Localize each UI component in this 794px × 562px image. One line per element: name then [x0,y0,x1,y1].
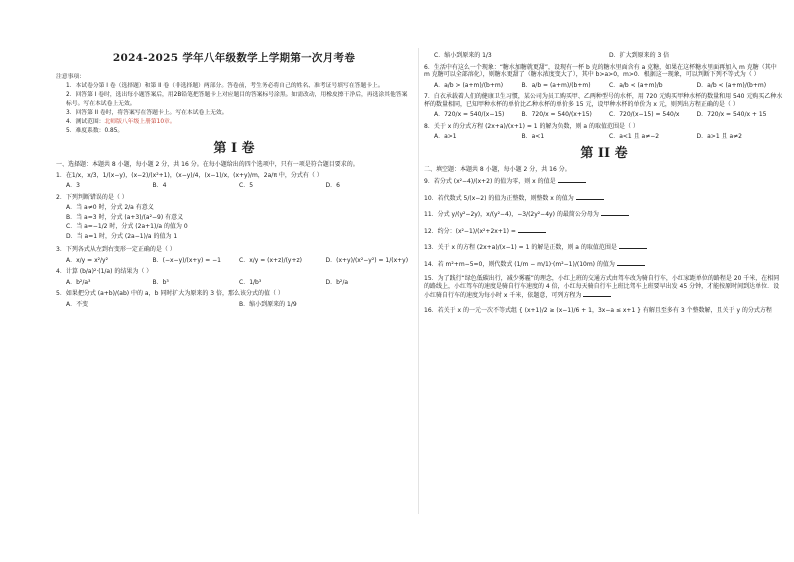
option-b: B．a<1 [521,133,545,140]
option-a: A．当 a≠0 时，分式 2/a 有意义 [66,204,154,212]
test-scope-value: 北师版八年级上册第10章。 [104,119,176,126]
question-6-stem: 6．生活中有这么一个现象：“糖水加糖就更甜”，设现有一杯 b 克的糖水里面含有 a 克糖，如果在这杯糖水里面再加入 m 克糖（其中 m 克糖可以全部溶化），则糖水更甜了（糖水浓度变大了），其中 b>a>0，m>0．根据这一现象，可以判断下列不等式为（ ） [424,63,777,78]
question-9: 9．若分式 (x²−4)/(x+2) 的值为零，则 x 的值是 [424,176,784,186]
option-b: B．缩小到原来的 1/9 [239,300,297,308]
option-a: A．720/x = 540/(x−15) [434,111,505,118]
option-c: C．当 a=−1/2 时，分式 (2a+1)/a 的值为 0 [66,223,188,231]
exam-title: 2024-2025 学年八年级数学上学期第一次月考卷 [112,52,356,64]
option-b: B．(−x−y)/(x+y) = −1 [152,256,221,264]
option-a: A．a>1 [434,133,457,140]
answer-blank[interactable] [518,226,546,233]
option-a: A．x/y = x²/y² [66,256,109,264]
option-b: B．当 a=3 时，分式 (a+3)/(a²−9) 有意义 [66,213,184,221]
answer-blank[interactable] [576,193,604,200]
question-10: 10．若代数式 5/(x−2) 的值为正整数，则整数 x 的值为 [424,193,784,203]
option-a: A．3 [66,182,80,190]
option-c: C．x/y = (x+z)/(y+z) [239,256,302,264]
answer-blank[interactable] [617,259,645,266]
option-c: C．a<1 且 a≠−2 [609,133,660,140]
answer-blank[interactable] [601,209,629,216]
option-d: D．720/x = 540/x + 15 [696,111,767,118]
option-d: D．扩大到原来的 3 倍 [609,52,670,59]
right-column [424,48,784,317]
part2-title: 第 II 卷 [580,145,628,161]
option-d: D．6 [325,182,340,190]
question-8-stem: 8．关于 x 的分式方程 (2x+a)/(x+1) = 1 的解为负数，则 a 的取值范围是（ ） [424,122,639,130]
option-c: C．a/b < (a+m)/b [609,81,663,89]
option-d: D．b²/a [325,278,349,286]
option-d: D．a>1 且 a≠2 [696,133,742,140]
test-scope-label: 4．测试范围： [66,119,105,126]
question-4-stem: 4．计算 (b/a)²·(1/a) 的结果为（ ） [56,268,153,276]
question-16: 16．若关于 x 的一元一次不等式组 { (x+1)/2 ≥ (x−1)/6 + 1，3x−a ≤ x+1 } 有解且至多有 3 个整数解，且关于 y 的分式方程 [424,306,772,314]
option-d: D．当 a=1 时，分式 (2a−1)/a 的值为 1 [66,232,178,240]
question-12: 12．约分：(x²−1)/(x²+2x+1) = [424,226,784,236]
option-d: D．a/b < (a+m)/(b+m) [696,81,767,89]
question-13: 13．关于 x 的方程 (2x+a)/(x−1) = 1 的解是正数，则 a 的取值范围是 [424,242,784,252]
option-c: C．5 [239,182,254,190]
question-2-stem: 2．下列判断错误的是（ ） [56,193,128,201]
option-b: B．720/x = 540/(x+15) [521,111,592,118]
question-1-options [66,182,412,190]
part1-title: 第 I 卷 [213,141,255,157]
option-c: C．1/b³ [239,278,262,286]
option-a: A．a/b > (a+m)/(b+m) [434,81,504,89]
question-5-options [66,301,412,309]
answer-blank[interactable] [583,290,611,297]
question-3-stem: 3．下列各式从左到右变形一定正确的是（ ） [56,246,176,254]
option-b: B．4 [152,182,167,190]
question-1-stem: 1．在1/x，x/3，1/(x−y)，(x−2)/(x²+1)，(x−y)/4，(x−1)/x，(x+y)/m，2a/π 中，分式有（ ） [56,171,323,179]
option-c: C．缩小到原来的 1/3 [434,52,492,59]
question-2-options [66,204,412,242]
question-8-options [434,133,784,141]
option-d: D．(x+y)/(x²−y²) = 1/(x+y) [325,256,409,264]
question-11: 11．分式 y/(y²−2y)，x/(y²−4)，−3/(2y²−4y) 的最简公分母为 [424,209,784,219]
question-5-options-continued [434,52,784,60]
notice-item [56,118,412,127]
question-5-stem: 5．如果把分式 (a+b)/(ab) 中的 a，b 同时扩大为原来的 3 倍，那么该分式的值（ ） [56,290,284,298]
question-14: 14．若 m²+m−5=0，则代数式 (1/m − m/1)·(m²−1)/(10m) 的值为 [424,259,784,269]
option-c: C．720/(x−15) = 540/x [609,111,680,118]
question-15: 15．为了践行“绿色低碳出行，减少雾霾”的理念，小红上班的交通方式由驾车改为骑自行车，小红家距单位的路程是 20 千米，在相同的路线上，小红驾车的速度是骑自行车速度的 4 倍，小红每天骑自行车上班比驾车上班要早出发 45 分钟，才能按原时间到达单位．设小红骑自行车的速度为每小时 x 千米，依题意，可列方程为 [424,275,780,300]
answer-blank[interactable] [558,176,586,183]
notice-item: 1．本试卷分第 I 卷（选择题）和第 II 卷（非选择题）两部分。答卷前，考生务必将自己的姓名、准考证号填写在答题卡上。 [66,83,384,90]
column-divider [418,48,419,514]
question-7-stem: 7．白衣承载着人们的健康卫生习惯，某公司为员工购买甲、乙两种型号的水杯，用 720 元购买甲种水杯的数量和用 540 元购买乙种水杯的数量相同，已知甲种水杯的单价比乙种水杯的单价多 15 元，设甲种水杯的单价为 x 元，则列出方程正确的是（ ） [424,93,783,108]
question-6-options [434,82,784,90]
notice-item: 2．回答第 I 卷时，选出每小题答案后，用2B铅笔把答题卡上对应题目的答案标号涂黑。如需改动，用橡皮擦干净后，再选涂其他答案标号。写在本试卷上无效。 [66,92,408,108]
part1-instructions: 一、选择题：本题共 8 小题，每小题 2 分，共 16 分。在每小题给出的四个选项中，只有一项是符合题目要求的。 [56,161,359,169]
notice-item: 5．难度系数：0.85。 [66,128,124,135]
option-a: A．b²/a³ [66,278,91,286]
question-4-options [66,279,412,287]
notice-item: 3．回答第 II 卷时，将答案写在答题卡上。写在本试卷上无效。 [66,110,228,117]
notice-block [56,73,412,136]
option-b: B．b³ [152,278,169,286]
option-a: A．不变 [66,300,89,308]
left-column [56,48,412,312]
question-3-options [66,257,412,265]
question-7-options [434,111,784,119]
part2-instructions: 二、填空题：本题共 8 小题，每小题 2 分，共 16 分。 [424,165,571,173]
answer-blank[interactable] [619,242,647,249]
option-b: B．a/b = (a+m)/(b+m) [521,81,591,89]
notice-heading: 注意事项： [56,74,85,81]
